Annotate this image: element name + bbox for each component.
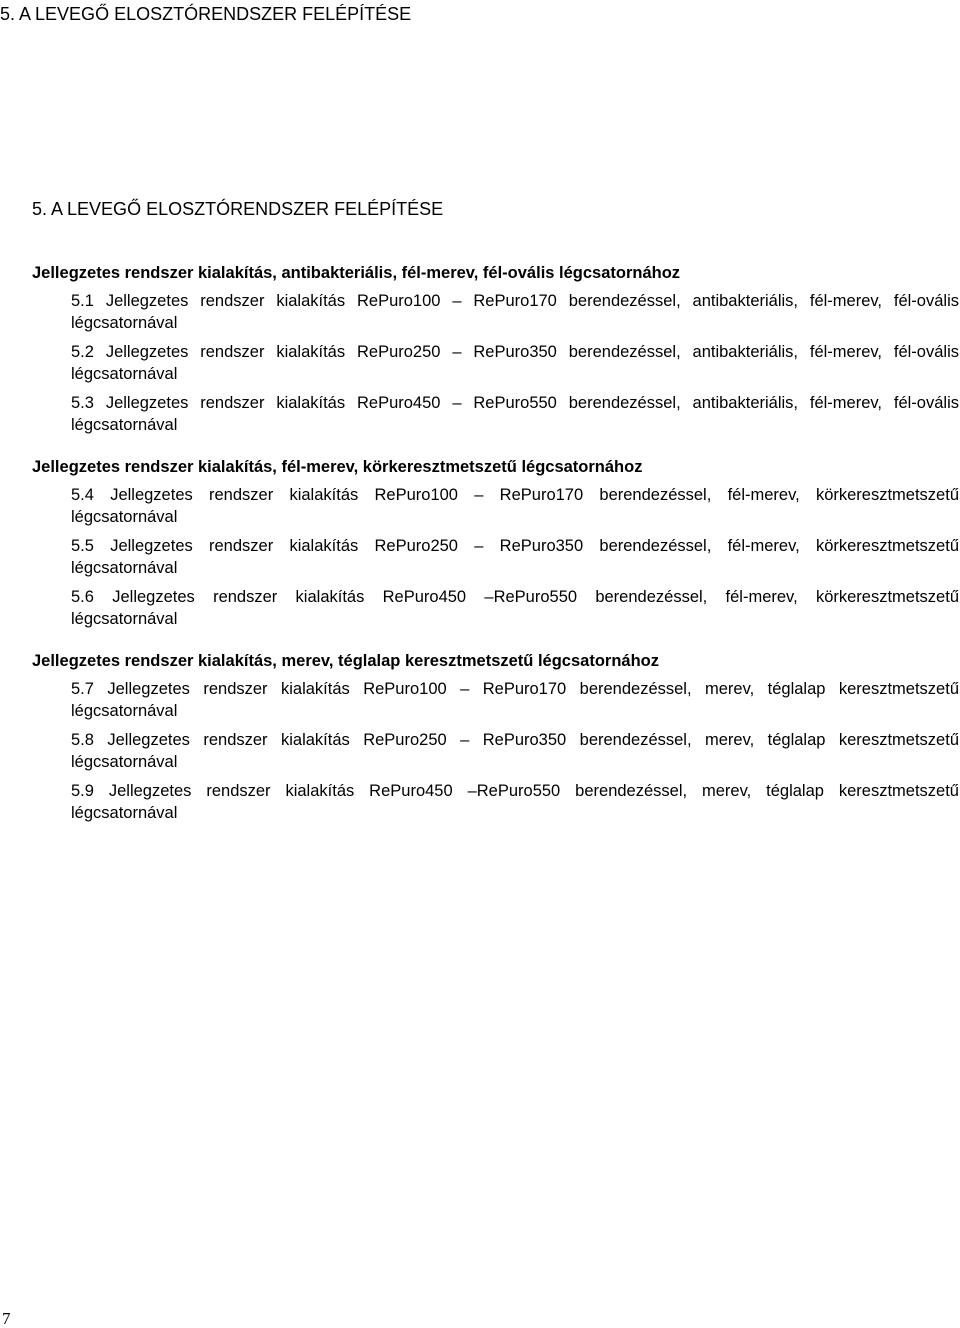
toc-item-5-1[interactable]: 5.1 Jellegzetes rendszer kialakítás RePuro100 – RePuro170 berendezéssel, antibakteriális, fél-merev, fél-ovális légcsatornával — [71, 292, 959, 332]
toc-item-5-4[interactable]: 5.4 Jellegzetes rendszer kialakítás RePuro100 – RePuro170 berendezéssel, fél-merev, körkeresztmetszetű légcsatornával — [71, 486, 959, 526]
toc-group-semi-oval — [32, 262, 959, 436]
table-of-contents — [32, 262, 959, 831]
toc-item-5-2[interactable]: 5.2 Jellegzetes rendszer kialakítás RePuro250 – RePuro350 berendezéssel, antibakteriális, fél-merev, fél-ovális légcsatornával — [71, 343, 959, 383]
toc-item-5-7[interactable]: 5.7 Jellegzetes rendszer kialakítás RePuro100 – RePuro170 berendezéssel, merev, téglalap keresztmetszetű légcsatornával — [71, 680, 959, 720]
toc-group-heading: Jellegzetes rendszer kialakítás, fél-merev, körkeresztmetszetű légcsatornához — [32, 458, 643, 476]
toc-group-heading: Jellegzetes rendszer kialakítás, merev, téglalap keresztmetszetű légcsatornához — [32, 652, 659, 670]
toc-item-5-9[interactable]: 5.9 Jellegzetes rendszer kialakítás RePuro450 –RePuro550 berendezéssel, merev, téglalap keresztmetszetű légcsatornával — [71, 782, 959, 822]
page-header-title: 5. A LEVEGŐ ELOSZTÓRENDSZER FELÉPÍTÉSE — [0, 4, 412, 24]
toc-item-5-5[interactable]: 5.5 Jellegzetes rendszer kialakítás RePuro250 – RePuro350 berendezéssel, fél-merev, körkeresztmetszetű légcsatornával — [71, 537, 959, 577]
toc-item-5-8[interactable]: 5.8 Jellegzetes rendszer kialakítás RePuro250 – RePuro350 berendezéssel, merev, téglalap keresztmetszetű légcsatornával — [71, 731, 959, 771]
toc-item-5-3[interactable]: 5.3 Jellegzetes rendszer kialakítás RePuro450 – RePuro550 berendezéssel, antibakteriális, fél-merev, fél-ovális légcsatornával — [71, 394, 959, 434]
section-title: 5. A LEVEGŐ ELOSZTÓRENDSZER FELÉPÍTÉSE — [32, 199, 444, 219]
page-number: 7 — [2, 1309, 11, 1328]
toc-item-5-6[interactable]: 5.6 Jellegzetes rendszer kialakítás RePuro450 –RePuro550 berendezéssel, fél-merev, körkeresztmetszetű légcsatornával — [71, 588, 959, 628]
toc-group-rectangular — [32, 650, 959, 824]
toc-group-circular — [32, 456, 959, 630]
toc-group-heading: Jellegzetes rendszer kialakítás, antibakteriális, fél-merev, fél-ovális légcsatornához — [32, 264, 681, 282]
